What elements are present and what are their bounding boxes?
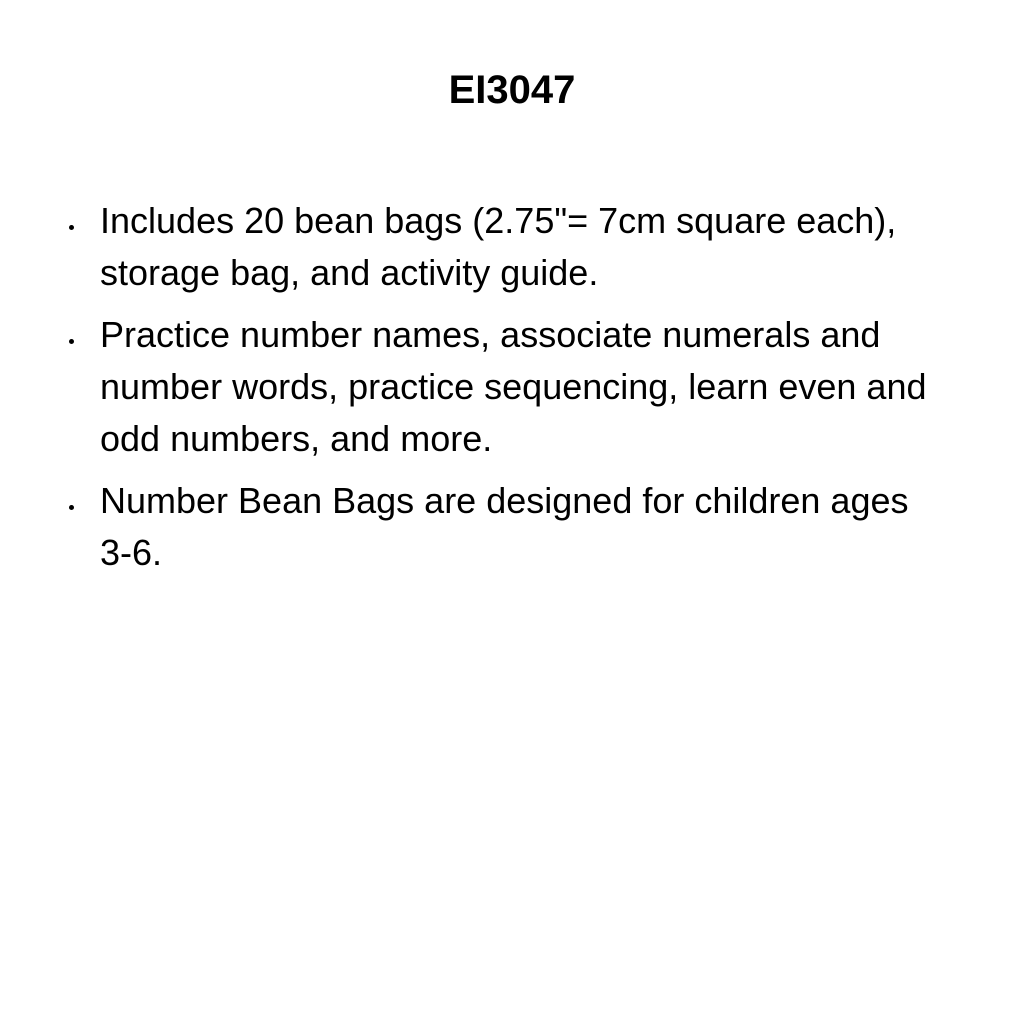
bullet-list bbox=[100, 195, 940, 589]
bullet-text: Practice number names, associate numerals and number words, practice sequencing, learn even and odd numbers, and more. bbox=[100, 314, 927, 459]
bullet-icon bbox=[69, 225, 74, 230]
list-item bbox=[100, 309, 940, 465]
list-item bbox=[100, 195, 940, 299]
bullet-icon bbox=[69, 505, 74, 510]
bullet-text: Includes 20 bean bags (2.75"= 7cm square each), storage bag, and activity guide. bbox=[100, 200, 897, 293]
bullet-text: Number Bean Bags are designed for children ages 3-6. bbox=[100, 480, 909, 573]
list-item bbox=[100, 475, 940, 579]
bullet-icon bbox=[69, 339, 74, 344]
page-title: EI3047 bbox=[448, 68, 576, 112]
